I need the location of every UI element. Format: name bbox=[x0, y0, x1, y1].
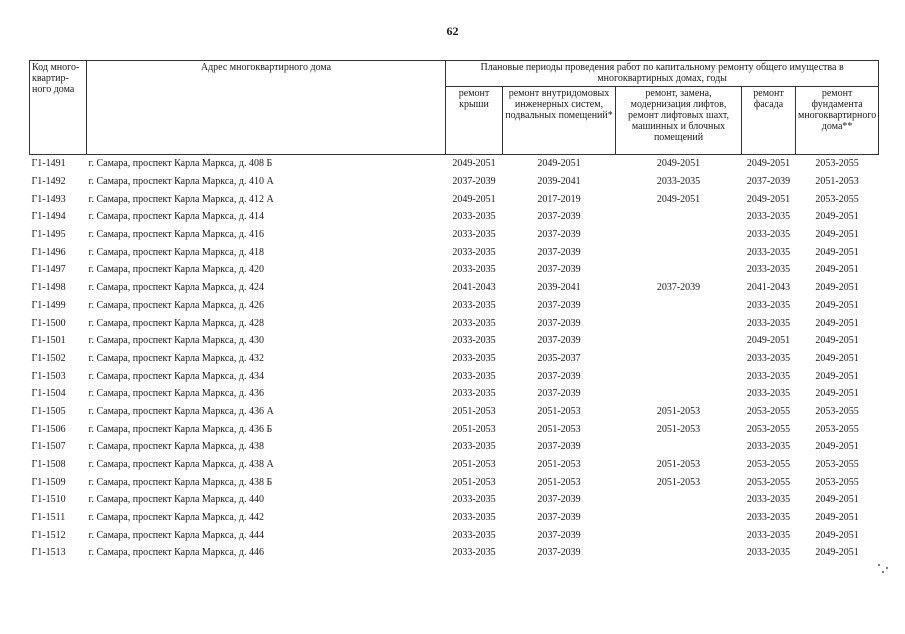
header-facade: ремонт фасада bbox=[742, 87, 796, 155]
table-row bbox=[30, 314, 879, 332]
scan-speck bbox=[882, 571, 884, 573]
cell-foundation: 2049-2051 bbox=[815, 370, 859, 382]
cell-elevators: 2051-2053 bbox=[656, 476, 701, 488]
table-row bbox=[30, 385, 879, 403]
cell-foundation: 2053-2055 bbox=[815, 476, 859, 488]
cell-elevators bbox=[616, 438, 742, 456]
cell-systems: 2039-2041 bbox=[537, 282, 581, 294]
cell-roof: 2033-2035 bbox=[452, 441, 496, 453]
cell-foundation: 2049-2051 bbox=[815, 352, 859, 364]
cell-address: г. Самара, проспект Карла Маркса, д. 412 А bbox=[88, 193, 274, 205]
cell-address: г. Самара, проспект Карла Маркса, д. 446 bbox=[88, 547, 264, 559]
cell-foundation: 2053-2055 bbox=[815, 423, 859, 435]
cell-address: г. Самара, проспект Карла Маркса, д. 436 А bbox=[88, 405, 274, 417]
cell-roof: 2033-2035 bbox=[452, 246, 496, 258]
cell-roof: 2033-2035 bbox=[452, 264, 496, 276]
cell-elevators: 2051-2053 bbox=[656, 459, 701, 471]
cell-code: Г1-1512 bbox=[31, 529, 66, 541]
table-row bbox=[30, 420, 879, 438]
cell-foundation: 2053-2055 bbox=[815, 459, 859, 471]
cell-foundation: 2049-2051 bbox=[815, 388, 859, 400]
cell-systems: 2037-2039 bbox=[537, 299, 581, 311]
cell-roof: 2041-2043 bbox=[452, 282, 496, 294]
cell-code: Г1-1495 bbox=[31, 229, 66, 241]
cell-foundation: 2049-2051 bbox=[815, 317, 859, 329]
table-row bbox=[30, 438, 879, 456]
cell-code: Г1-1493 bbox=[31, 193, 66, 205]
table-body bbox=[30, 155, 879, 562]
cell-roof: 2033-2035 bbox=[452, 299, 496, 311]
cell-facade: 2041-2043 bbox=[746, 282, 791, 294]
cell-code: Г1-1505 bbox=[31, 405, 66, 417]
cell-code: Г1-1492 bbox=[31, 176, 66, 188]
cell-code: Г1-1504 bbox=[31, 388, 66, 400]
cell-code: Г1-1499 bbox=[31, 299, 66, 311]
cell-address: г. Самара, проспект Карла Маркса, д. 436 Б bbox=[88, 423, 273, 435]
cell-address: г. Самара, проспект Карла Маркса, д. 442 bbox=[88, 512, 264, 524]
cell-facade: 2033-2035 bbox=[746, 211, 791, 223]
table-header bbox=[30, 61, 879, 155]
cell-foundation: 2049-2051 bbox=[815, 512, 859, 524]
table-row bbox=[30, 208, 879, 226]
cell-elevators bbox=[616, 491, 742, 509]
cell-address: г. Самара, проспект Карла Маркса, д. 414 bbox=[88, 211, 264, 223]
cell-systems: 2035-2037 bbox=[537, 352, 581, 364]
table-row bbox=[30, 332, 879, 350]
cell-roof: 2049-2051 bbox=[452, 158, 496, 170]
cell-elevators bbox=[616, 208, 742, 226]
cell-systems: 2037-2039 bbox=[537, 246, 581, 258]
table-row bbox=[30, 155, 879, 173]
cell-facade: 2053-2055 bbox=[746, 459, 791, 471]
cell-systems: 2017-2019 bbox=[537, 193, 581, 205]
cell-elevators bbox=[616, 332, 742, 350]
table-row bbox=[30, 350, 879, 368]
table-row bbox=[30, 526, 879, 544]
cell-address: г. Самара, проспект Карла Маркса, д. 444 bbox=[88, 529, 264, 541]
cell-roof: 2033-2035 bbox=[452, 529, 496, 541]
cell-facade: 2033-2035 bbox=[746, 246, 791, 258]
cell-code: Г1-1498 bbox=[31, 282, 66, 294]
cell-roof: 2033-2035 bbox=[452, 370, 496, 382]
cell-facade: 2033-2035 bbox=[746, 299, 791, 311]
cell-address: г. Самара, проспект Карла Маркса, д. 434 bbox=[88, 370, 264, 382]
cell-facade: 2049-2051 bbox=[746, 158, 791, 170]
cell-elevators: 2049-2051 bbox=[656, 158, 701, 170]
cell-elevators bbox=[616, 226, 742, 244]
cell-facade: 2037-2039 bbox=[746, 176, 791, 188]
cell-systems: 2037-2039 bbox=[537, 494, 581, 506]
table-row bbox=[30, 509, 879, 527]
cell-systems: 2051-2053 bbox=[537, 459, 581, 471]
cell-code: Г1-1509 bbox=[31, 476, 66, 488]
cell-roof: 2033-2035 bbox=[452, 229, 496, 241]
cell-systems: 2051-2053 bbox=[537, 405, 581, 417]
cell-facade: 2033-2035 bbox=[746, 317, 791, 329]
cell-code: Г1-1513 bbox=[31, 547, 66, 559]
cell-code: Г1-1506 bbox=[31, 423, 66, 435]
table-row bbox=[30, 173, 879, 191]
header-roof: ремонт крыши bbox=[446, 87, 503, 155]
cell-roof: 2033-2035 bbox=[452, 335, 496, 347]
cell-systems: 2037-2039 bbox=[537, 512, 581, 524]
cell-facade: 2033-2035 bbox=[746, 547, 791, 559]
cell-systems: 2037-2039 bbox=[537, 335, 581, 347]
cell-foundation: 2051-2053 bbox=[815, 176, 859, 188]
cell-code: Г1-1501 bbox=[31, 335, 66, 347]
cell-elevators bbox=[616, 297, 742, 315]
cell-facade: 2033-2035 bbox=[746, 512, 791, 524]
header-elevators: ремонт, замена, модернизация лифтов, ремонт лифтовых шахт, машинных и блочных помещений bbox=[616, 87, 742, 155]
cell-facade: 2053-2055 bbox=[746, 405, 791, 417]
cell-code: Г1-1508 bbox=[31, 459, 66, 471]
cell-facade: 2033-2035 bbox=[746, 264, 791, 276]
table-row bbox=[30, 456, 879, 474]
cell-facade: 2033-2035 bbox=[746, 529, 791, 541]
cell-facade: 2033-2035 bbox=[746, 441, 791, 453]
cell-systems: 2037-2039 bbox=[537, 388, 581, 400]
cell-elevators: 2037-2039 bbox=[656, 282, 701, 294]
cell-roof: 2033-2035 bbox=[452, 512, 496, 524]
cell-elevators bbox=[616, 350, 742, 368]
cell-code: Г1-1491 bbox=[31, 158, 66, 170]
cell-facade: 2033-2035 bbox=[746, 352, 791, 364]
cell-roof: 2051-2053 bbox=[452, 405, 496, 417]
cell-systems: 2039-2041 bbox=[537, 176, 581, 188]
table-row bbox=[30, 243, 879, 261]
cell-address: г. Самара, проспект Карла Маркса, д. 440 bbox=[88, 494, 264, 506]
cell-address: г. Самара, проспект Карла Маркса, д. 416 bbox=[88, 229, 264, 241]
cell-address: г. Самара, проспект Карла Маркса, д. 438 Б bbox=[88, 476, 273, 488]
repair-schedule-table bbox=[29, 60, 879, 562]
cell-code: Г1-1507 bbox=[31, 441, 66, 453]
cell-systems: 2051-2053 bbox=[537, 423, 581, 435]
cell-address: г. Самара, проспект Карла Маркса, д. 410 А bbox=[88, 176, 274, 188]
cell-foundation: 2049-2051 bbox=[815, 494, 859, 506]
cell-address: г. Самара, проспект Карла Маркса, д. 426 bbox=[88, 299, 264, 311]
cell-foundation: 2049-2051 bbox=[815, 529, 859, 541]
header-address: Адрес многоквартирного дома bbox=[87, 61, 446, 155]
cell-address: г. Самара, проспект Карла Маркса, д. 424 bbox=[88, 282, 264, 294]
table-row bbox=[30, 473, 879, 491]
header-code: Код много-квартир-ного дома bbox=[30, 61, 87, 155]
cell-foundation: 2049-2051 bbox=[815, 547, 859, 559]
cell-roof: 2033-2035 bbox=[452, 211, 496, 223]
cell-foundation: 2049-2051 bbox=[815, 211, 859, 223]
cell-elevators bbox=[616, 526, 742, 544]
header-foundation: ремонт фундамента многоквартирного дома** bbox=[796, 87, 879, 155]
cell-foundation: 2049-2051 bbox=[815, 246, 859, 258]
cell-address: г. Самара, проспект Карла Маркса, д. 438 bbox=[88, 441, 264, 453]
cell-systems: 2049-2051 bbox=[537, 158, 581, 170]
cell-address: г. Самара, проспект Карла Маркса, д. 428 bbox=[88, 317, 264, 329]
cell-systems: 2037-2039 bbox=[537, 211, 581, 223]
cell-systems: 2037-2039 bbox=[537, 229, 581, 241]
table-row bbox=[30, 297, 879, 315]
cell-foundation: 2049-2051 bbox=[815, 299, 859, 311]
cell-code: Г1-1500 bbox=[31, 317, 66, 329]
cell-address: г. Самара, проспект Карла Маркса, д. 432 bbox=[88, 352, 264, 364]
cell-roof: 2037-2039 bbox=[452, 176, 496, 188]
cell-elevators: 2033-2035 bbox=[656, 176, 701, 188]
cell-facade: 2033-2035 bbox=[746, 494, 791, 506]
cell-systems: 2051-2053 bbox=[537, 476, 581, 488]
cell-systems: 2037-2039 bbox=[537, 529, 581, 541]
cell-facade: 2033-2035 bbox=[746, 229, 791, 241]
cell-address: г. Самара, проспект Карла Маркса, д. 408 Б bbox=[88, 158, 273, 170]
cell-code: Г1-1511 bbox=[31, 512, 66, 524]
cell-elevators bbox=[616, 243, 742, 261]
cell-foundation: 2049-2051 bbox=[815, 441, 859, 453]
cell-elevators bbox=[616, 509, 742, 527]
cell-elevators bbox=[616, 261, 742, 279]
cell-elevators: 2051-2053 bbox=[656, 405, 701, 417]
cell-address: г. Самара, проспект Карла Маркса, д. 430 bbox=[88, 335, 264, 347]
cell-facade: 2033-2035 bbox=[746, 370, 791, 382]
header-periods: Плановые периоды проведения работ по капитальному ремонту общего имущества в многоквартирных домах, годы bbox=[446, 61, 879, 87]
cell-roof: 2049-2051 bbox=[452, 193, 496, 205]
cell-systems: 2037-2039 bbox=[537, 264, 581, 276]
table-row bbox=[30, 544, 879, 562]
cell-address: г. Самара, проспект Карла Маркса, д. 438 А bbox=[88, 459, 274, 471]
cell-elevators: 2051-2053 bbox=[656, 423, 701, 435]
cell-elevators bbox=[616, 367, 742, 385]
table-row bbox=[30, 261, 879, 279]
cell-roof: 2033-2035 bbox=[452, 547, 496, 559]
cell-code: Г1-1494 bbox=[31, 211, 66, 223]
cell-foundation: 2049-2051 bbox=[815, 335, 859, 347]
cell-foundation: 2053-2055 bbox=[815, 405, 859, 417]
cell-code: Г1-1497 bbox=[31, 264, 66, 276]
cell-code: Г1-1503 bbox=[31, 370, 66, 382]
cell-systems: 2037-2039 bbox=[537, 547, 581, 559]
cell-roof: 2051-2053 bbox=[452, 423, 496, 435]
cell-code: Г1-1502 bbox=[31, 352, 66, 364]
cell-roof: 2033-2035 bbox=[452, 388, 496, 400]
cell-roof: 2051-2053 bbox=[452, 476, 496, 488]
cell-code: Г1-1496 bbox=[31, 246, 66, 258]
cell-foundation: 2049-2051 bbox=[815, 229, 859, 241]
scan-speck bbox=[886, 567, 888, 569]
cell-elevators: 2049-2051 bbox=[656, 193, 701, 205]
cell-systems: 2037-2039 bbox=[537, 370, 581, 382]
cell-elevators bbox=[616, 385, 742, 403]
cell-address: г. Самара, проспект Карла Маркса, д. 436 bbox=[88, 388, 264, 400]
cell-roof: 2033-2035 bbox=[452, 494, 496, 506]
cell-code: Г1-1510 bbox=[31, 494, 66, 506]
cell-foundation: 2049-2051 bbox=[815, 282, 859, 294]
table-row bbox=[30, 367, 879, 385]
header-systems: ремонт внутридомовых инженерных систем, подвальных помещений* bbox=[503, 87, 616, 155]
page-number: 62 bbox=[446, 24, 459, 38]
cell-address: г. Самара, проспект Карла Маркса, д. 420 bbox=[88, 264, 264, 276]
cell-elevators bbox=[616, 544, 742, 562]
cell-systems: 2037-2039 bbox=[537, 317, 581, 329]
cell-facade: 2053-2055 bbox=[746, 423, 791, 435]
cell-facade: 2053-2055 bbox=[746, 476, 791, 488]
table-row bbox=[30, 190, 879, 208]
cell-roof: 2033-2035 bbox=[452, 352, 496, 364]
cell-facade: 2049-2051 bbox=[746, 193, 791, 205]
scan-speck bbox=[878, 564, 880, 566]
cell-roof: 2051-2053 bbox=[452, 459, 496, 471]
cell-foundation: 2053-2055 bbox=[815, 193, 859, 205]
table-row bbox=[30, 279, 879, 297]
cell-foundation: 2053-2055 bbox=[815, 158, 859, 170]
cell-foundation: 2049-2051 bbox=[815, 264, 859, 276]
cell-elevators bbox=[616, 314, 742, 332]
table-row bbox=[30, 403, 879, 421]
table-row bbox=[30, 491, 879, 509]
cell-systems: 2037-2039 bbox=[537, 441, 581, 453]
cell-facade: 2049-2051 bbox=[746, 335, 791, 347]
cell-roof: 2033-2035 bbox=[452, 317, 496, 329]
cell-address: г. Самара, проспект Карла Маркса, д. 418 bbox=[88, 246, 264, 258]
table-row bbox=[30, 226, 879, 244]
cell-facade: 2033-2035 bbox=[746, 388, 791, 400]
